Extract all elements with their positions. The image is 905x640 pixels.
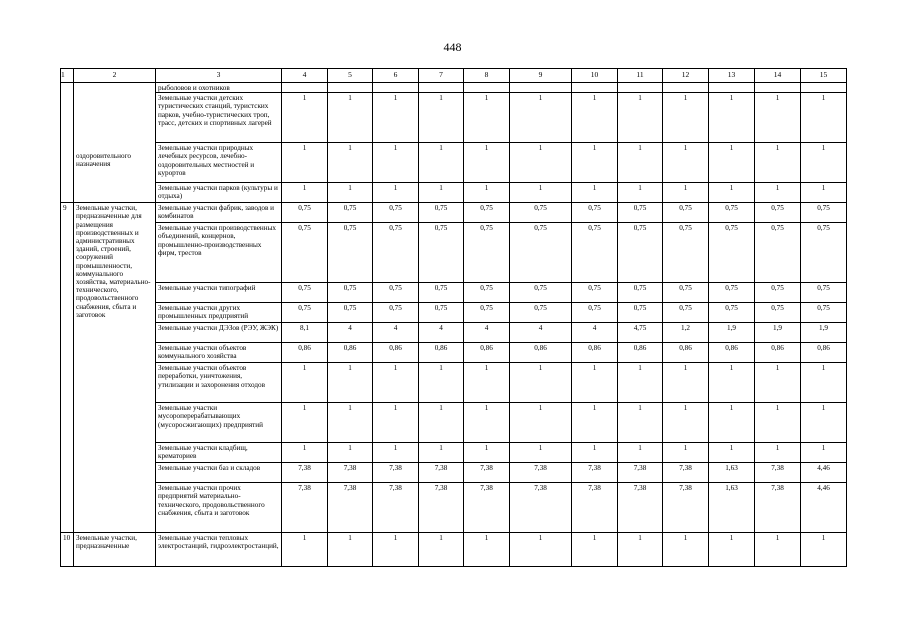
coefficient-cell: 0,75	[464, 303, 510, 323]
coefficient-cell: 1	[572, 363, 618, 403]
coefficient-cell: 1,2	[663, 323, 709, 343]
land-type-cell: Земельные участки парков (культуры и отдыха)	[156, 183, 282, 203]
coefficient-cell: 4	[572, 323, 618, 343]
coefficient-cell: 1	[618, 363, 663, 403]
land-type-cell: Земельные участки природных лечебных ресурсов, лечебно-оздоровительных местностей и курортов	[156, 143, 282, 183]
header-cell: 1	[61, 69, 74, 83]
coefficient-cell: 0,75	[709, 223, 755, 283]
coefficient-cell: 1	[618, 533, 663, 567]
coefficient-cell: 1	[464, 363, 510, 403]
coefficient-cell: 1	[755, 183, 801, 203]
coefficient-cell: 4	[510, 323, 572, 343]
table-row	[61, 203, 847, 223]
coefficient-cell: 1	[464, 533, 510, 567]
coefficient-cell: 7,38	[328, 483, 373, 533]
coefficient-cell: 0,75	[419, 203, 464, 223]
coefficient-cell: 1	[755, 143, 801, 183]
coefficient-cell: 4	[419, 323, 464, 343]
header-cell: 8	[464, 69, 510, 83]
coefficient-cell: 1	[572, 93, 618, 143]
table-row	[61, 403, 847, 443]
header-cell: 5	[328, 69, 373, 83]
header-cell: 9	[510, 69, 572, 83]
table-row	[61, 223, 847, 283]
coefficient-cell: 7,38	[328, 463, 373, 483]
coefficient-cell: 1	[755, 93, 801, 143]
coefficient-cell: 1	[328, 403, 373, 443]
coefficient-cell: 0,86	[510, 343, 572, 363]
coefficient-cell: 0,75	[755, 283, 801, 303]
coefficient-cell	[282, 83, 328, 93]
coefficient-cell: 0,86	[328, 343, 373, 363]
coefficient-cell: 1	[709, 403, 755, 443]
table-row	[61, 93, 847, 143]
coefficient-cell: 1	[801, 533, 847, 567]
coefficient-cell: 1	[328, 443, 373, 463]
category-cell	[74, 83, 156, 203]
coefficient-cell: 0,75	[755, 303, 801, 323]
coefficient-cell: 1	[663, 443, 709, 463]
coefficient-cell: 1	[709, 183, 755, 203]
coefficient-cell: 1,63	[709, 483, 755, 533]
land-type-cell: Земельные участки фабрик, заводов и комбинатов	[156, 203, 282, 223]
coefficient-cell: 1	[663, 143, 709, 183]
coefficient-cell: 7,38	[755, 463, 801, 483]
coefficient-cell: 0,75	[572, 303, 618, 323]
coefficient-cell: 1	[663, 363, 709, 403]
coefficient-cell: 1	[282, 143, 328, 183]
coefficient-cell: 0,75	[709, 283, 755, 303]
coefficient-cell: 0,75	[572, 283, 618, 303]
coefficient-cell: 7,38	[373, 483, 419, 533]
coefficient-cell: 7,38	[663, 483, 709, 533]
coefficient-cell: 1	[572, 183, 618, 203]
header-cell: 2	[74, 69, 156, 83]
coefficient-cell	[709, 83, 755, 93]
coefficient-cell: 1	[709, 143, 755, 183]
coefficient-cell: 1	[618, 183, 663, 203]
coefficient-cell: 1	[755, 363, 801, 403]
coefficient-cell: 1	[801, 403, 847, 443]
coefficient-cell: 1	[618, 403, 663, 443]
coefficient-cell: 1	[328, 93, 373, 143]
coefficient-cell: 1	[572, 443, 618, 463]
coefficient-cell: 1	[464, 183, 510, 203]
header-cell: 12	[663, 69, 709, 83]
coefficient-cell	[373, 83, 419, 93]
coefficient-cell: 0,75	[618, 303, 663, 323]
coefficient-cell: 1	[419, 403, 464, 443]
coefficient-cell: 7,38	[464, 463, 510, 483]
coefficient-cell: 1	[755, 533, 801, 567]
coefficient-cell: 4	[373, 323, 419, 343]
land-type-cell: Земельные участки других промышленных предприятий	[156, 303, 282, 323]
coefficient-cell: 1	[419, 363, 464, 403]
coefficient-cell: 0,75	[419, 303, 464, 323]
table-header-row	[61, 69, 847, 83]
coefficient-cell: 0,75	[510, 203, 572, 223]
coefficient-cell: 1	[801, 443, 847, 463]
header-cell: 15	[801, 69, 847, 83]
coefficient-cell: 7,38	[282, 463, 328, 483]
coefficient-cell: 0,75	[755, 203, 801, 223]
header-cell: 7	[419, 69, 464, 83]
coefficient-cell: 1	[282, 183, 328, 203]
coefficient-cell: 0,75	[419, 223, 464, 283]
land-type-cell: Земельные участки кладбищ, крематориев	[156, 443, 282, 463]
coefficient-cell: 4,46	[801, 463, 847, 483]
coefficient-cell: 0,75	[663, 203, 709, 223]
header-cell: 10	[572, 69, 618, 83]
coefficient-cell: 1	[572, 403, 618, 443]
coefficient-cell: 0,86	[755, 343, 801, 363]
coefficient-cell: 1	[282, 363, 328, 403]
row-number-cell	[61, 83, 74, 203]
coefficient-cell: 1	[373, 403, 419, 443]
coefficient-cell: 1	[510, 533, 572, 567]
coefficient-cell: 1	[510, 363, 572, 403]
coefficient-cell: 0,86	[419, 343, 464, 363]
coefficient-cell: 0,75	[464, 283, 510, 303]
coefficient-cell: 1,63	[709, 463, 755, 483]
coefficient-cell: 1	[282, 443, 328, 463]
coefficient-cell: 0,86	[464, 343, 510, 363]
row-number-cell: 10	[61, 533, 74, 567]
coefficient-cell: 0,75	[510, 283, 572, 303]
coefficient-cell: 1	[755, 403, 801, 443]
coefficient-cell: 1	[709, 93, 755, 143]
coefficient-cell: 1	[510, 443, 572, 463]
coefficient-cell: 4	[464, 323, 510, 343]
category-text: оздоровительного назначения	[76, 152, 131, 169]
coefficient-cell: 7,38	[572, 463, 618, 483]
coefficient-cell: 1	[282, 403, 328, 443]
table-row	[61, 143, 847, 183]
coefficient-cell: 0,75	[328, 223, 373, 283]
coefficient-cell: 0,75	[618, 283, 663, 303]
coefficient-cell: 1,9	[709, 323, 755, 343]
coefficient-cell: 8,1	[282, 323, 328, 343]
header-cell: 4	[282, 69, 328, 83]
coefficient-cell: 1	[510, 93, 572, 143]
coefficient-cell: 1	[572, 143, 618, 183]
coefficient-cell: 0,75	[663, 303, 709, 323]
land-type-cell: Земельные участки баз и складов	[156, 463, 282, 483]
land-type-cell: Земельные участки прочих предприятий материально-технического, продовольственного снабжения, сбыта и заготовок	[156, 483, 282, 533]
coefficient-cell: 1,9	[801, 323, 847, 343]
coefficient-cell: 0,75	[709, 203, 755, 223]
coefficient-cell: 1	[801, 363, 847, 403]
coefficient-cell: 1	[373, 443, 419, 463]
coefficient-cell: 1	[373, 183, 419, 203]
coefficient-cell: 1	[373, 533, 419, 567]
coefficient-cell: 1	[282, 533, 328, 567]
table-row	[61, 303, 847, 323]
coefficient-cell: 0,86	[663, 343, 709, 363]
table-row	[61, 323, 847, 343]
coefficient-cell: 1	[373, 143, 419, 183]
header-cell: 14	[755, 69, 801, 83]
coefficient-cell: 1	[464, 93, 510, 143]
page-bottom-margin	[0, 584, 905, 640]
coefficient-cell: 0,86	[373, 343, 419, 363]
coefficient-cell: 0,75	[373, 203, 419, 223]
table-row	[61, 533, 847, 567]
coefficient-cell: 1	[373, 363, 419, 403]
page-number: 448	[443, 40, 462, 54]
coefficient-cell: 1	[755, 443, 801, 463]
coefficient-cell: 4,75	[618, 323, 663, 343]
coefficient-cell: 0,75	[801, 283, 847, 303]
coefficient-cell: 0,75	[801, 223, 847, 283]
coefficient-cell: 1	[663, 403, 709, 443]
coefficient-cell: 0,75	[282, 303, 328, 323]
table-row	[61, 363, 847, 403]
coefficient-cell: 1	[510, 143, 572, 183]
coefficient-cell: 1	[663, 183, 709, 203]
coefficient-cell: 7,38	[572, 483, 618, 533]
land-type-cell: Земельные участки тепловых электростанций, гидроэлектростанций,	[156, 533, 282, 567]
coefficient-cell: 1	[419, 93, 464, 143]
coefficient-cell: 0,75	[663, 223, 709, 283]
coefficient-cell	[510, 83, 572, 93]
table-row	[61, 283, 847, 303]
coefficient-cell: 0,75	[510, 303, 572, 323]
coefficient-cell: 7,38	[419, 463, 464, 483]
coefficient-cell	[755, 83, 801, 93]
table-row	[61, 343, 847, 363]
land-type-cell: рыболовов и охотников	[156, 83, 282, 93]
header-cell: 6	[373, 69, 419, 83]
coefficient-cell: 1	[618, 93, 663, 143]
coefficient-cell: 0,75	[282, 223, 328, 283]
coefficient-cell	[464, 83, 510, 93]
coefficient-cell: 7,38	[419, 483, 464, 533]
coefficient-cell: 1	[801, 143, 847, 183]
coefficient-cell: 0,86	[572, 343, 618, 363]
coefficient-cell: 0,75	[419, 283, 464, 303]
coefficient-cell: 7,38	[663, 463, 709, 483]
land-type-cell: Земельные участки производственных объединений, концернов, промышленно-производственных фирм, трестов	[156, 223, 282, 283]
coefficient-cell: 7,38	[464, 483, 510, 533]
coefficient-cell: 1	[618, 143, 663, 183]
coefficient-cell: 0,75	[282, 203, 328, 223]
coefficient-cell: 1	[328, 183, 373, 203]
coefficient-cell: 0,75	[328, 303, 373, 323]
coefficient-cell: 0,75	[618, 223, 663, 283]
coefficient-cell: 1	[419, 183, 464, 203]
coefficient-cell: 0,75	[709, 303, 755, 323]
coefficient-cell: 1	[464, 403, 510, 443]
coefficient-cell	[328, 83, 373, 93]
coefficient-cell: 7,38	[510, 483, 572, 533]
coefficient-cell: 7,38	[373, 463, 419, 483]
header-cell: 13	[709, 69, 755, 83]
coefficient-cell: 1	[709, 363, 755, 403]
coefficient-cell: 1	[801, 93, 847, 143]
land-type-cell: Земельные участки ДЭЗов (РЭУ, ЖЭК)	[156, 323, 282, 343]
coefficient-cell: 1	[419, 143, 464, 183]
land-type-cell: Земельные участки объектов коммунального хозяйства	[156, 343, 282, 363]
coefficient-cell: 0,86	[282, 343, 328, 363]
coefficient-cell: 0,75	[755, 223, 801, 283]
coefficient-cell: 0,86	[618, 343, 663, 363]
table-row	[61, 483, 847, 533]
table-row	[61, 443, 847, 463]
coefficient-cell	[419, 83, 464, 93]
coefficient-cell: 1	[618, 443, 663, 463]
coefficient-cell: 0,75	[510, 223, 572, 283]
coefficient-cell: 1	[663, 533, 709, 567]
coefficient-cell: 7,38	[618, 483, 663, 533]
coefficient-cell: 1	[572, 533, 618, 567]
land-type-cell: Земельные участки мусороперерабатывающих (мусоросжигающих) предприятий	[156, 403, 282, 443]
coefficient-cell: 4	[328, 323, 373, 343]
coefficient-cell: 1	[328, 363, 373, 403]
coefficient-cell: 1	[328, 533, 373, 567]
table-row	[61, 83, 847, 93]
coefficient-cell	[618, 83, 663, 93]
header-cell: 3	[156, 69, 282, 83]
coefficient-cell: 0,75	[282, 283, 328, 303]
row-number-cell: 9	[61, 203, 74, 533]
category-cell: Земельные участки, предназначенные	[74, 533, 156, 567]
table-row	[61, 463, 847, 483]
coefficient-cell: 0,75	[328, 283, 373, 303]
coefficient-cell: 1	[419, 443, 464, 463]
coefficient-cell: 0,75	[464, 203, 510, 223]
coefficient-cell	[663, 83, 709, 93]
coefficient-cell: 1	[510, 403, 572, 443]
coefficient-cell	[572, 83, 618, 93]
coefficient-cell: 7,38	[618, 463, 663, 483]
coefficients-table	[60, 68, 847, 567]
coefficient-cell: 7,38	[755, 483, 801, 533]
land-type-cell: Земельные участки типографий	[156, 283, 282, 303]
coefficient-cell: 0,86	[709, 343, 755, 363]
coefficient-cell: 0,75	[373, 223, 419, 283]
coefficient-cell: 1	[801, 183, 847, 203]
coefficient-cell: 1	[464, 143, 510, 183]
coefficient-cell: 0,75	[801, 203, 847, 223]
category-cell: Земельные участки, предназначенные для размещения производственных и административных зданий, строений, сооружений промышленности, коммунального хозяйства, материально-технического, продовольственного снабжения, сбыта и заготовок	[74, 203, 156, 533]
coefficient-cell: 1	[709, 533, 755, 567]
coefficient-cell: 0,75	[328, 203, 373, 223]
header-cell: 11	[618, 69, 663, 83]
coefficient-cell: 0,75	[572, 203, 618, 223]
coefficient-cell: 0,75	[373, 283, 419, 303]
coefficient-cell	[801, 83, 847, 93]
coefficient-cell: 4,46	[801, 483, 847, 533]
coefficient-cell: 0,75	[373, 303, 419, 323]
coefficient-cell: 1	[464, 443, 510, 463]
land-type-cell: Земельные участки детских туристических станций, туристских парков, учебно-туристических троп, трасс, детских и спортивных лагерей	[156, 93, 282, 143]
coefficient-cell: 0,75	[572, 223, 618, 283]
land-type-cell: Земельные участки объектов переработки, уничтожения, утилизации и захоронения отходов	[156, 363, 282, 403]
coefficient-cell: 0,75	[663, 283, 709, 303]
coefficient-cell: 7,38	[282, 483, 328, 533]
coefficient-cell: 1,9	[755, 323, 801, 343]
coefficient-cell: 7,38	[510, 463, 572, 483]
coefficient-cell: 0,75	[801, 303, 847, 323]
coefficient-cell: 0,86	[801, 343, 847, 363]
coefficient-cell: 1	[373, 93, 419, 143]
table-row	[61, 183, 847, 203]
coefficient-cell: 1	[328, 143, 373, 183]
coefficient-cell: 0,75	[618, 203, 663, 223]
coefficient-cell: 1	[663, 93, 709, 143]
coefficient-cell: 1	[419, 533, 464, 567]
coefficient-cell: 1	[510, 183, 572, 203]
coefficient-cell: 1	[282, 93, 328, 143]
coefficient-cell: 1	[709, 443, 755, 463]
coefficient-cell: 0,75	[464, 223, 510, 283]
